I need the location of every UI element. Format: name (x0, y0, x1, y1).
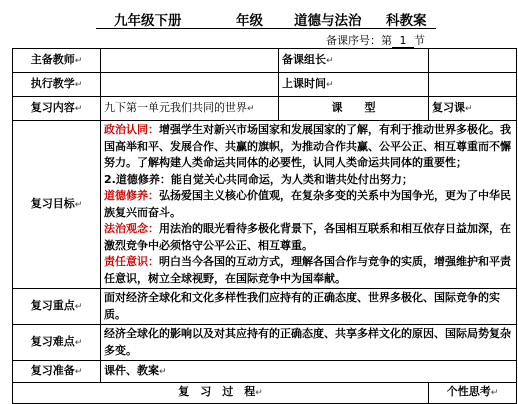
row-teacher (13, 49, 517, 73)
lesson-sequence (326, 32, 425, 48)
row-prep (13, 361, 517, 383)
key-field[interactable]: 面对经济全球化和文化多样性我们应持有的正确态度、世界多极化、国际竞争的实质。 (101, 289, 517, 325)
goal-list[interactable] (101, 121, 517, 289)
leader-label: 备课组长↵ (279, 49, 429, 73)
doc-title (96, 6, 436, 29)
subject-text: 道德与法治 (294, 13, 362, 29)
goal-item: 法治观念：用法治的眼光看待多极化背景下，各国相互联系和相互依存日益加深，在激烈竞争中必须恪守公平公正、相互尊重。 (104, 222, 511, 252)
row-goals (13, 121, 517, 289)
row-executor (13, 73, 517, 97)
goal-item: 道德修养：弘扬爱国主义核心价值观，在复杂多变的关系中为国争光，更为了中华民族复兴而奋斗。 (104, 189, 511, 219)
seq-number[interactable]: 1 (392, 34, 414, 48)
executor-field[interactable] (101, 73, 279, 97)
content-field[interactable]: 九下第一单元我们共同的世界↵ (101, 97, 279, 121)
remark-label: 个性思考↵ (429, 383, 517, 404)
seq-suffix: 节 (414, 34, 425, 47)
prep-field[interactable]: 课件、教案↵ (101, 361, 517, 383)
time-field[interactable] (429, 73, 517, 97)
lesson-plan-table (12, 48, 517, 404)
type-field[interactable]: 复习课↵ (429, 97, 517, 121)
teacher-label: 主备教师↵ (13, 49, 101, 73)
goal-item: 2.道德修养：能自觉关心共同命运，为人类和谐共处付出努力； (104, 172, 413, 186)
grade-text: 九年级下册 (114, 13, 182, 29)
type-label: 课 型 (279, 97, 429, 121)
goal-item: 政治认同：增强学生对新兴市场国家和发展国家的了解，有利于推动世界多极化。我国高举和平、发展合作、共赢的旗帜，为推动合作共赢、公平公正、相互尊重而不懈努力。了解构建人类命运共同体的必要性，认同人类命运共同体的重要性； (104, 123, 511, 169)
row-key-points (13, 289, 517, 325)
leader-field[interactable] (429, 49, 517, 73)
content-label: 复习内容↵ (13, 97, 101, 121)
process-label: 复 习 过 程↵ (13, 383, 429, 404)
difficult-label: 复习难点↵ (13, 325, 101, 361)
executor-label: 执行教学↵ (13, 73, 101, 97)
goal-item: 责任意识：明白当今各国的互动方式，理解各国合作与竞争的实质，增强维护和平责任意识，树立全球视野，在国际竞争中为国奉献。 (104, 255, 511, 285)
doc-type-text: 科教案 (386, 13, 427, 29)
goal-label: 复习目标↵ (13, 121, 101, 289)
prep-label: 复习准备↵ (13, 361, 101, 383)
time-label: 上课时间↵ (279, 73, 429, 97)
row-content (13, 97, 517, 121)
teacher-field[interactable] (101, 49, 279, 73)
difficult-field[interactable]: 经济全球化的影响以及对其应持有的正确态度、共享多样文化的原因、国际局势复杂多变。 (101, 325, 517, 361)
key-label: 复习重点↵ (13, 289, 101, 325)
seq-prefix: 备课序号：第 (326, 34, 392, 47)
row-difficult-points (13, 325, 517, 361)
grade-suffix: 年级 (236, 13, 263, 29)
